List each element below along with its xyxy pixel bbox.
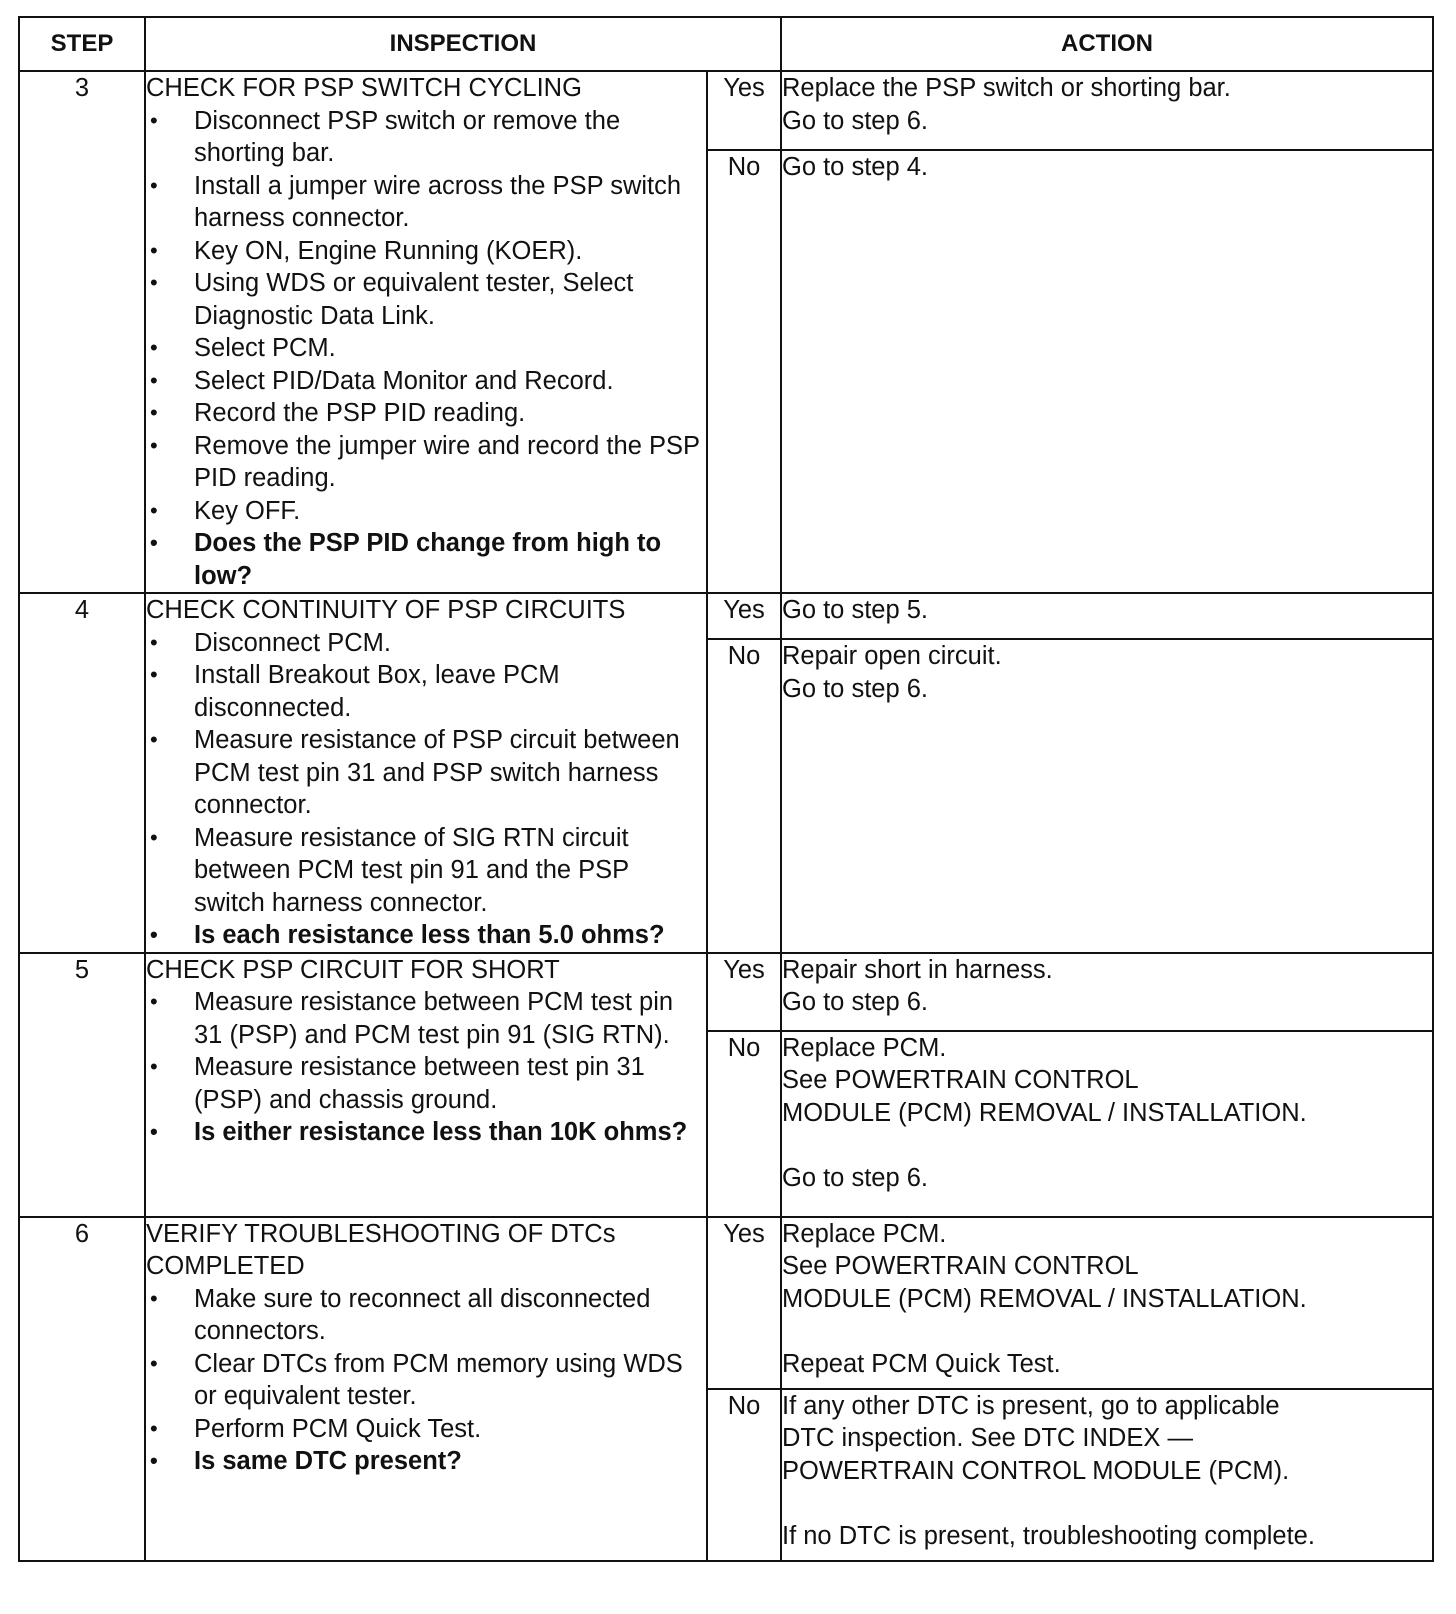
yes-action (781, 953, 1433, 1031)
action-line: Replace PCM. (782, 1219, 947, 1248)
inspection-question: • Is same DTC present? (146, 1445, 706, 1478)
table-row (19, 71, 1433, 150)
action-line: Repeat PCM Quick Test. (782, 1349, 1061, 1378)
action-line: Repair short in harness. (782, 955, 1053, 984)
action-line (782, 1487, 1432, 1520)
yes-action (781, 71, 1433, 150)
header-inspection: INSPECTION (145, 17, 781, 71)
inspection-title: CHECK PSP CIRCUIT FOR SHORT (146, 955, 560, 984)
inspection-steps (146, 627, 706, 952)
step-number: 3 (19, 71, 145, 593)
inspection-bullet: • Measure resistance between test pin 31 (PSP) and chassis ground. (146, 1051, 706, 1116)
no-label: No (707, 150, 781, 593)
table-row (19, 953, 1433, 1031)
action-line (782, 1129, 1432, 1162)
action-line: Replace PCM. (782, 1033, 947, 1062)
inspection-bullet: • Disconnect PSP switch or remove the shorting bar. (146, 105, 706, 170)
yes-action (781, 593, 1433, 639)
inspection-bullet: • Measure resistance of SIG RTN circuit between PCM test pin 91 and the PSP switch harness connector. (146, 822, 706, 920)
table-row (19, 593, 1433, 639)
action-line: See POWERTRAIN CONTROL (782, 1066, 1139, 1094)
inspection-title: CHECK FOR PSP SWITCH CYCLING (146, 74, 582, 102)
no-action (781, 1031, 1433, 1217)
header-step: STEP (19, 17, 145, 71)
inspection-title: VERIFY TROUBLESHOOTING OF DTCs COMPLETED (146, 1219, 616, 1280)
inspection-cell (145, 953, 707, 1217)
inspection-steps (146, 1283, 706, 1478)
inspection-bullet: • Select PID/Data Monitor and Record. (146, 365, 706, 398)
action-line: MODULE (PCM) REMOVAL / INSTALLATION. (782, 1098, 1307, 1127)
inspection-bullet: • Disconnect PCM. (146, 627, 706, 660)
no-label: No (707, 1031, 781, 1217)
action-line: If no DTC is present, troubleshooting complete. (782, 1521, 1315, 1550)
action-line: Go to step 5. (782, 596, 929, 624)
inspection-bullet: • Select PCM. (146, 332, 706, 365)
no-action (781, 639, 1433, 952)
action-line: Go to step 6. (782, 1163, 929, 1192)
inspection-title: CHECK CONTINUITY OF PSP CIRCUITS (146, 596, 626, 624)
inspection-bullet: • Install a jumper wire across the PSP switch harness connector. (146, 170, 706, 235)
inspection-bullet: • Make sure to reconnect all disconnected connectors. (146, 1283, 706, 1348)
table-body (19, 71, 1433, 1561)
yes-label: Yes (707, 71, 781, 150)
no-action (781, 1389, 1433, 1561)
inspection-bullet: • Key ON, Engine Running (KOER). (146, 235, 706, 268)
inspection-question: • Does the PSP PID change from high to low? (146, 527, 706, 592)
action-line: If any other DTC is present, go to applicable (782, 1391, 1280, 1420)
step-number: 6 (19, 1217, 145, 1561)
inspection-cell (145, 593, 707, 953)
inspection-cell (145, 1217, 707, 1561)
action-line: Go to step 6. (782, 988, 929, 1016)
yes-label: Yes (707, 953, 781, 1031)
inspection-bullet: • Measure resistance of PSP circuit between PCM test pin 31 and PSP switch harness connector. (146, 724, 706, 822)
inspection-steps (146, 986, 706, 1149)
action-line: Go to step 4. (782, 152, 929, 181)
inspection-bullet: • Perform PCM Quick Test. (146, 1413, 706, 1446)
inspection-steps (146, 105, 706, 593)
header-action: ACTION (781, 17, 1433, 71)
yes-action (781, 1217, 1433, 1389)
diagnostic-table (18, 16, 1434, 1562)
no-action (781, 150, 1433, 593)
action-line: MODULE (PCM) REMOVAL / INSTALLATION. (782, 1284, 1307, 1313)
action-line: POWERTRAIN CONTROL MODULE (PCM). (782, 1456, 1290, 1485)
inspection-bullet: • Install Breakout Box, leave PCM disconnected. (146, 659, 706, 724)
inspection-question: • Is either resistance less than 10K ohms? (146, 1116, 706, 1149)
action-line: See POWERTRAIN CONTROL (782, 1252, 1139, 1280)
no-label: No (707, 1389, 781, 1561)
inspection-cell (145, 71, 707, 593)
yes-label: Yes (707, 593, 781, 639)
inspection-bullet: • Using WDS or equivalent tester, Select Diagnostic Data Link. (146, 267, 706, 332)
header-row (19, 17, 1433, 71)
inspection-bullet: • Record the PSP PID reading. (146, 397, 706, 430)
inspection-bullet: • Clear DTCs from PCM memory using WDS or equivalent tester. (146, 1348, 706, 1413)
inspection-question: • Is each resistance less than 5.0 ohms? (146, 919, 706, 952)
inspection-bullet: • Key OFF. (146, 495, 706, 528)
step-number: 4 (19, 593, 145, 953)
action-line: Repair open circuit. (782, 642, 1002, 671)
action-line: Go to step 6. (782, 674, 929, 703)
action-line: Go to step 6. (782, 106, 929, 135)
action-line (782, 1315, 1432, 1348)
inspection-bullet: • Remove the jumper wire and record the PSP PID reading. (146, 430, 706, 495)
action-line: Replace the PSP switch or shorting bar. (782, 74, 1231, 102)
action-line: DTC inspection. See DTC INDEX — (782, 1424, 1193, 1452)
yes-label: Yes (707, 1217, 781, 1389)
inspection-bullet: • Measure resistance between PCM test pin 31 (PSP) and PCM test pin 91 (SIG RTN). (146, 986, 706, 1051)
no-label: No (707, 639, 781, 952)
table-row (19, 1217, 1433, 1389)
step-number: 5 (19, 953, 145, 1217)
